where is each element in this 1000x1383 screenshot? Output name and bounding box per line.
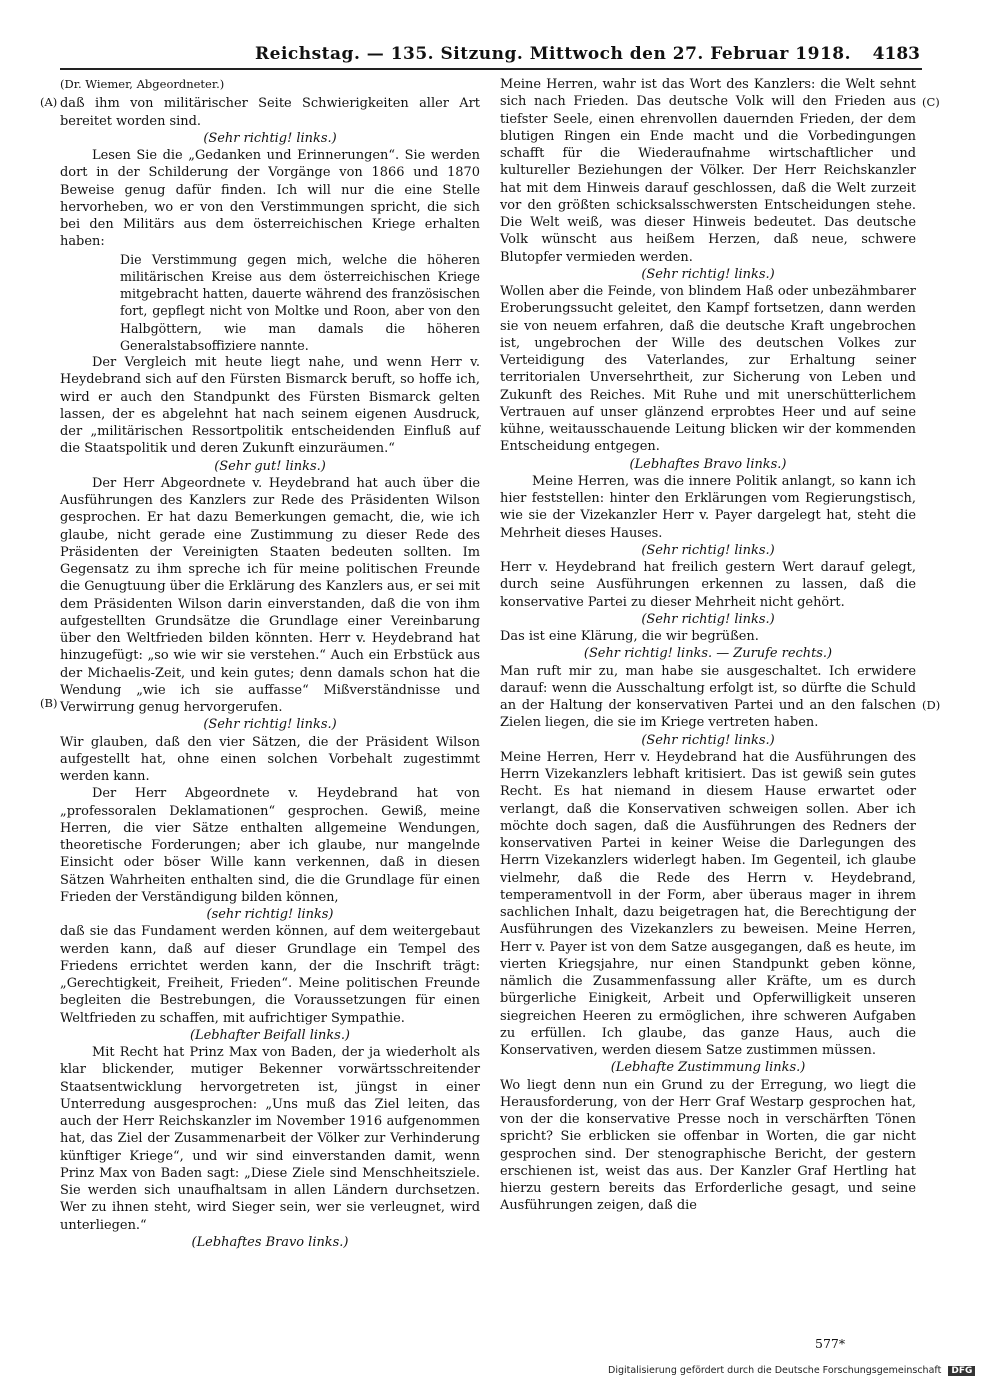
interjection: (Sehr richtig! links.) bbox=[203, 130, 337, 146]
running-title: Reichstag. — 135. Sitzung. Mittwoch den 27. Februar 1918. bbox=[255, 44, 852, 64]
paragraph: Das ist eine Klärung, die wir begrüßen. bbox=[500, 629, 759, 644]
left-column bbox=[60, 76, 480, 1251]
paragraph: Wir glauben, daß den vier Sätzen, die der Präsident Wilson aufgestellt hat, ohne einen solchen Vorbehalt zugestimmt werden kann. bbox=[60, 734, 480, 784]
paragraph: Wollen aber die Feinde, von blindem Haß oder unbezähmbarer Eroberungssucht geleitet, den Kampf fortsetzen, dann werden sie von neuem erfahren, daß die deutsche Kraft ungebrochen ist, ungebrochen der Wille des deutschen Volkes zur Verteidigung des Vaterlandes, zur Erhaltung seiner territorialen Unversehrtheit, zur Sicherung von Leben und Zukunft des Reiches. Mit Ruhe und mit unerschütterlichem Vertrauen auf unser glänzend erprobtes Heer und auf seine kühne, weitausschauende Leitung blicken wir der kommenden Entscheidung entgegen. bbox=[500, 284, 916, 455]
margin-marker-b: (B) bbox=[40, 696, 58, 710]
paragraph: Meine Herren, wahr ist das Wort des Kanzlers: die Welt sehnt sich nach Frieden. Das deutsche Volk will den Frieden aus tiefster Seele, einen ehrenvollen dauernden Frieden, der dem blutigen Ringen ein Ende macht und die Vorbedingungen schafft für die Wiederaufnahme wirtschaftlicher und kultureller Beziehungen der Völker. Der Herr Reichskanzler hat mit dem Hinweis darauf geschlossen, daß die Welt zurzeit vor den größten schicksalsschwersten Entscheidungen stehe. Die Welt weiß, was dieser Hinweis bedeutet. Das deutsche Volk wünscht aus heißem Herzen, daß neue, schwere Blutopfer vermieden werden. bbox=[500, 77, 916, 265]
margin-marker-a: (A) bbox=[40, 95, 58, 109]
interjection: (Lebhafter Beifall links.) bbox=[189, 1027, 350, 1043]
interjection: (Sehr richtig! links.) bbox=[641, 611, 775, 627]
footer-text: Digitalisierung gefördert durch die Deutsche Forschungsgemeinschaft bbox=[608, 1365, 942, 1376]
paragraph: Lesen Sie die „Gedanken und Erinnerungen“. Sie werden dort in der Schilderung der Vorgänge von 1866 und 1870 Beweise genug dafür finden. Ich will nur die eine Stelle hervorheben, wo er von den Verstimmungen spricht, die sich bei den Militärs aus dem österreichischen Kriege erhalten haben: bbox=[60, 148, 480, 250]
paragraph: Herr v. Heydebrand hat freilich gestern Wert darauf gelegt, durch seine Ausführungen erkennen zu lassen, daß die konservative Partei zu dieser Mehrheit nicht gehört. bbox=[500, 560, 916, 610]
paragraph: Mit Recht hat Prinz Max von Baden, der ja wiederholt als klar blickender, mutiger Bekenner vorwärtsschreitender Staatsentwicklung hervorgetreten ist, jüngst in einer Unterredung ausgesprochen: „Uns muß das Ziel leiten, das auch der Herr Reichskanzler im November 1916 aufgenommen hat, das Ziel der Zusammenarbeit der Völker zur Verhinderung künftiger Kriege“, und wir sind einverstanden damit, wenn Prinz Max von Baden sagt: „Diese Ziele sind Menschheitsziele. Sie werden sich unaufhaltsam in allen Ländern durchsetzen. Wer zu ihnen steht, wird Sieger sein, wer sie verleugnet, wird unterliegen.“ bbox=[60, 1045, 480, 1233]
speaker-label: (Dr. Wiemer, Abgeordneter.) bbox=[60, 77, 225, 91]
margin-marker-c: (C) bbox=[922, 95, 940, 109]
interjection: (Lebhaftes Bravo links.) bbox=[629, 456, 787, 472]
interjection: (Sehr richtig! links.) bbox=[203, 717, 337, 733]
interjection: (sehr richtig! links) bbox=[206, 907, 334, 922]
paragraph: Der Vergleich mit heute liegt nahe, und wenn Herr v. Heydebrand sich auf den Fürsten Bismarck beruft, so hoffe ich, wird er auch den Standpunkt des Fürsten Bismarck gelten lassen, der es abgelehnt hat nach seinem eigenen Ausdruck, der „militärischen Ressortpolitik entscheidenden Einfluß auf die Staatspolitik und deren Zukunft einzuräumen.“ bbox=[60, 355, 480, 457]
paragraph: Der Herr Abgeordnete v. Heydebrand hat auch über die Ausführungen des Kanzlers zur Rede des Präsidenten Wilson gesprochen. Er hat dazu Bemerkungen gemacht, die, wie ich glaube, nicht gerade eine Zustimmung zu dieser Rede des Präsidenten der Vereinigten Staaten bedeuten sollten. Im Gegensatz zu ihm spreche ich für meine politischen Freunde die Genugtuung über die Erklärung des Kanzlers aus, er sei mit dem Präsidenten Wilson darin einverstanden, daß die von ihm aufgestellten Grundsätze die Grundlage einer Vereinbarung über den Weltfrieden bilden könnten. Herr v. Heydebrand hat hinzugefügt: „so wie wir sie verstehen.“ Auch ein Erbstück aus der Michaelis-Zeit, und kein gutes; denn damals schon hat die Wendung „wie ich sie auffasse“ Mißverständnisse und Verwirrung genug hervorgerufen. bbox=[60, 475, 480, 715]
interjection: (Sehr richtig! links.) bbox=[641, 732, 775, 748]
footer bbox=[608, 1365, 975, 1376]
interjection: (Sehr richtig! links.) bbox=[641, 266, 775, 282]
signature-mark: 577* bbox=[815, 1336, 846, 1351]
page-number: 4183 bbox=[872, 44, 920, 64]
paragraph: Der Herr Abgeordnete v. Heydebrand hat von „professoralen Deklamationen“ gesprochen. Gewiß, meine Herren, die vier Sätze enthalten allgemeine Wendungen, theoretische Forderungen; aber ich glaube, nur mangelnde Einsicht oder böser Wille kann verkennen, daß in diesen Sätzen Wahrheiten enthalten sind, die die Grundlage für einen Frieden der Verständigung bilden können, bbox=[60, 786, 480, 905]
paragraph: Meine Herren, was die innere Politik anlangt, so kann ich hier feststellen: hinter den Erklärungen vom Regierungstisch, wie sie der Vizekanzler Herr v. Payer dargelegt hat, steht die Mehrheit dieses Hauses. bbox=[500, 473, 916, 541]
interjection: (Lebhafte Zustimmung links.) bbox=[610, 1060, 806, 1076]
page-header bbox=[60, 38, 922, 70]
block-quote: Die Verstimmung gegen mich, welche die höheren militärischen Kreise aus dem österreichischen Kriege mitgebracht hatten, dauerte während des französischen fort, gepflegt nicht von Moltke und Roon, aber von den Halbgöttern, wie man damals die höheren Generalstabsoffiziere nannte. bbox=[120, 251, 480, 353]
paragraph: Meine Herren, Herr v. Heydebrand hat die Ausführungen des Herrn Vizekanzlers lebhaft kritisiert. Das ist gewiß sein gutes Recht. Es hat niemand in diesem Hause erwartet oder verlangt, daß die Konservativen schweigen sollen. Aber ich möchte doch sagen, daß die Ausführungen des Redners der konservativen Partei in keiner Weise die Darlegungen des Herrn Vizekanzlers widerlegt haben. Im Gegenteil, ich glaube vielmehr, daß die Rede des Herrn v. Heydebrand, temperamentvoll in der Form, aber überaus mager in ihrem sachlichen Inhalt, dazu beigetragen hat, die Berechtigung der Ausführungen des Vizekanzlers zu beweisen. Meine Herren, Herr v. Payer ist von dem Satze ausgegangen, daß es heute, im vierten Kriegsjahre, nur einen Standpunkt geben könne, nämlich die Zusammenfassung aller Kräfte, um es durch bürgerliche Einigkeit, Arbeit und Opferwilligkeit unseren siegreichen Heeren zu ermöglichen, ihre schweren Aufgaben zu erfüllen. Ich glaube, das ganze Haus, auch die Konservativen, werden diesem Satze zustimmen müssen. bbox=[500, 749, 916, 1058]
interjection: (Lebhaftes Bravo links.) bbox=[191, 1234, 349, 1250]
margin-marker-d: (D) bbox=[922, 698, 941, 712]
interjection: (Sehr gut! links.) bbox=[214, 458, 326, 474]
paragraph: daß sie das Fundament werden können, auf dem weitergebaut werden kann, daß auf dieser Grundlage ein Tempel des Friedens errichtet werden kann, der die Inschrift trägt: „Gerechtigkeit, Freiheit, Frieden“. Meine politischen Freunde begleiten die Bestrebungen, die Voraussetzungen für einen Weltfrieden zu schaffen, mit aufrichtiger Sympathie. bbox=[60, 924, 480, 1026]
dfg-logo: DFG bbox=[948, 1366, 975, 1376]
right-column bbox=[500, 76, 916, 1215]
paragraph: Man ruft mir zu, man habe sie ausgeschaltet. Ich erwidere darauf: wenn die Ausschaltung erfolgt ist, so dürfte die Schuld an der Haltung der konservativen Partei und an den falschen Zielen liegen, die sie im Kriege vertreten haben. bbox=[500, 663, 916, 731]
interjection: (Sehr richtig! links.) bbox=[641, 542, 775, 558]
interjection: (Sehr richtig! links. — Zurufe rechts.) bbox=[583, 646, 833, 662]
paragraph: daß ihm von militärischer Seite Schwierigkeiten aller Art bereitet worden sind. bbox=[60, 96, 480, 129]
paragraph: Wo liegt denn nun ein Grund zu der Erregung, wo liegt die Herausforderung, von der Herr Graf Westarp gesprochen hat, von der die konservative Presse noch in verschärften Tönen spricht? Sie erblicken sie offenbar in Worten, die gar nicht gesprochen sind. Der stenographische Bericht, der gestern erschienen ist, weist das aus. Der Kanzler Graf Hertling hat hierzu gestern bereits das Erforderliche gesagt, und seine Ausführungen zeigen, daß die bbox=[500, 1077, 916, 1214]
